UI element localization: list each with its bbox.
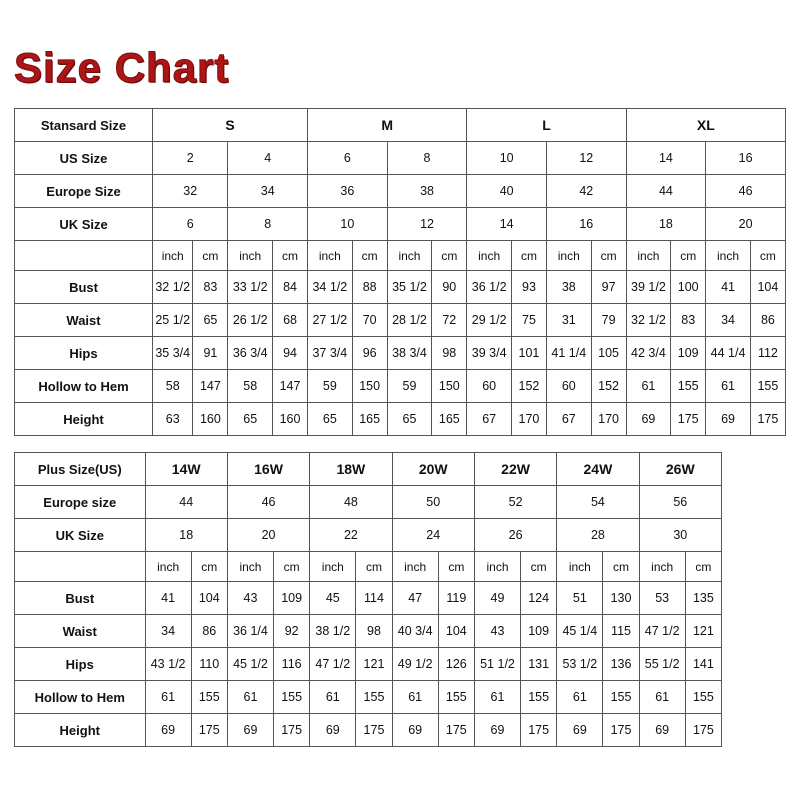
- plus-unit-cell: cm: [274, 552, 310, 582]
- plus-measure-value: 121: [685, 615, 721, 648]
- standard-measure-value: 79: [591, 304, 626, 337]
- plus-corner-label: Plus Size(US): [15, 453, 146, 486]
- standard-size-value: 2: [153, 142, 228, 175]
- standard-measure-value: 170: [591, 403, 626, 436]
- plus-size-value: 26: [474, 519, 556, 552]
- standard-unit-cell: inch: [228, 241, 273, 271]
- standard-measure-value: 65: [228, 403, 273, 436]
- plus-measure-value: 43 1/2: [145, 648, 191, 681]
- plus-row-label: Waist: [15, 615, 146, 648]
- plus-group-header: 22W: [474, 453, 556, 486]
- plus-measure-value: 175: [438, 714, 474, 747]
- standard-measure-value: 60: [546, 370, 591, 403]
- plus-size-value: 50: [392, 486, 474, 519]
- plus-unit-cell: inch: [557, 552, 603, 582]
- plus-measure-value: 41: [145, 582, 191, 615]
- standard-size-value: 44: [626, 175, 706, 208]
- standard-corner-label: Stansard Size: [15, 109, 153, 142]
- standard-size-value: 14: [626, 142, 706, 175]
- plus-measure-value: 47: [392, 582, 438, 615]
- plus-measure-row: [15, 681, 722, 714]
- plus-group-header: 20W: [392, 453, 474, 486]
- standard-measure-value: 70: [352, 304, 387, 337]
- plus-measure-value: 175: [191, 714, 227, 747]
- plus-measure-value: 130: [603, 582, 639, 615]
- standard-measure-value: 34 1/2: [308, 271, 353, 304]
- standard-unit-cell: cm: [193, 241, 228, 271]
- plus-measure-value: 69: [557, 714, 603, 747]
- standard-measure-value: 28 1/2: [387, 304, 432, 337]
- standard-size-value: 16: [706, 142, 786, 175]
- standard-measure-value: 39 3/4: [467, 337, 512, 370]
- standard-group-header: M: [308, 109, 467, 142]
- standard-size-row: [15, 175, 786, 208]
- standard-measure-value: 101: [511, 337, 546, 370]
- standard-row-label: Height: [15, 403, 153, 436]
- standard-measure-value: 26 1/2: [228, 304, 273, 337]
- plus-measure-value: 43: [227, 582, 273, 615]
- standard-unit-cell: inch: [308, 241, 353, 271]
- plus-measure-value: 155: [274, 681, 310, 714]
- page-title: Size Chart: [14, 44, 230, 91]
- plus-unit-cell: cm: [603, 552, 639, 582]
- plus-measure-value: 45: [310, 582, 356, 615]
- standard-size-value: 34: [228, 175, 308, 208]
- standard-measure-value: 155: [750, 370, 785, 403]
- plus-measure-value: 45 1/4: [557, 615, 603, 648]
- standard-unit-cell: cm: [750, 241, 785, 271]
- plus-measure-value: 49 1/2: [392, 648, 438, 681]
- standard-size-value: 12: [546, 142, 626, 175]
- standard-size-value: 14: [467, 208, 547, 241]
- plus-measure-value: 119: [438, 582, 474, 615]
- plus-size-row: [15, 519, 722, 552]
- plus-measure-value: 175: [356, 714, 392, 747]
- standard-measure-value: 69: [706, 403, 751, 436]
- standard-unit-row-blank: [15, 241, 153, 271]
- plus-group-header: 24W: [557, 453, 639, 486]
- plus-measure-value: 49: [474, 582, 520, 615]
- standard-group-header: XL: [626, 109, 785, 142]
- plus-size-value: 30: [639, 519, 721, 552]
- plus-group-header: 16W: [227, 453, 309, 486]
- plus-measure-value: 34: [145, 615, 191, 648]
- plus-measure-value: 53 1/2: [557, 648, 603, 681]
- standard-unit-cell: inch: [626, 241, 671, 271]
- standard-measure-value: 65: [387, 403, 432, 436]
- plus-measure-row: [15, 714, 722, 747]
- plus-measure-value: 115: [603, 615, 639, 648]
- standard-measure-row: [15, 403, 786, 436]
- plus-measure-value: 155: [191, 681, 227, 714]
- standard-measure-value: 160: [273, 403, 308, 436]
- standard-unit-cell: inch: [387, 241, 432, 271]
- plus-unit-cell: inch: [639, 552, 685, 582]
- plus-unit-cell: cm: [521, 552, 557, 582]
- standard-measure-value: 150: [432, 370, 467, 403]
- standard-measure-value: 63: [153, 403, 193, 436]
- plus-measure-value: 114: [356, 582, 392, 615]
- plus-unit-cell: inch: [474, 552, 520, 582]
- plus-measure-value: 40 3/4: [392, 615, 438, 648]
- plus-measure-value: 155: [685, 681, 721, 714]
- plus-unit-cell: cm: [356, 552, 392, 582]
- plus-measure-value: 53: [639, 582, 685, 615]
- plus-row-label: Hips: [15, 648, 146, 681]
- plus-size-value: 44: [145, 486, 227, 519]
- plus-measure-value: 175: [274, 714, 310, 747]
- plus-size-value: 20: [227, 519, 309, 552]
- standard-measure-value: 69: [626, 403, 671, 436]
- standard-row-label: Hollow to Hem: [15, 370, 153, 403]
- plus-row-label: UK Size: [15, 519, 146, 552]
- standard-unit-cell: inch: [546, 241, 591, 271]
- plus-group-header: 18W: [310, 453, 392, 486]
- standard-measure-value: 58: [228, 370, 273, 403]
- plus-measure-value: 61: [557, 681, 603, 714]
- standard-measure-value: 152: [591, 370, 626, 403]
- plus-measure-value: 69: [310, 714, 356, 747]
- plus-measure-value: 175: [521, 714, 557, 747]
- standard-measure-row: [15, 337, 786, 370]
- plus-measure-value: 69: [639, 714, 685, 747]
- plus-measure-value: 155: [356, 681, 392, 714]
- standard-size-value: 10: [308, 208, 388, 241]
- standard-unit-cell: cm: [273, 241, 308, 271]
- standard-size-value: 40: [467, 175, 547, 208]
- standard-measure-value: 61: [706, 370, 751, 403]
- plus-measure-value: 45 1/2: [227, 648, 273, 681]
- plus-measure-value: 109: [274, 582, 310, 615]
- standard-size-value: 36: [308, 175, 388, 208]
- standard-size-value: 20: [706, 208, 786, 241]
- plus-row-label: Height: [15, 714, 146, 747]
- plus-unit-cell: cm: [685, 552, 721, 582]
- standard-unit-cell: cm: [511, 241, 546, 271]
- standard-size-table: [14, 108, 786, 436]
- standard-unit-cell: inch: [467, 241, 512, 271]
- standard-measure-value: 39 1/2: [626, 271, 671, 304]
- standard-measure-value: 94: [273, 337, 308, 370]
- standard-size-value: 6: [153, 208, 228, 241]
- plus-row-label: Europe size: [15, 486, 146, 519]
- standard-measure-value: 88: [352, 271, 387, 304]
- plus-size-value: 48: [310, 486, 392, 519]
- plus-unit-row: [15, 552, 722, 582]
- plus-unit-cell: inch: [392, 552, 438, 582]
- standard-size-value: 8: [228, 208, 308, 241]
- standard-unit-cell: inch: [706, 241, 751, 271]
- standard-measure-value: 170: [511, 403, 546, 436]
- standard-measure-value: 32 1/2: [626, 304, 671, 337]
- standard-header-row: [15, 109, 786, 142]
- plus-unit-cell: inch: [145, 552, 191, 582]
- standard-measure-value: 41 1/4: [546, 337, 591, 370]
- standard-measure-value: 109: [671, 337, 706, 370]
- standard-unit-cell: cm: [432, 241, 467, 271]
- standard-measure-value: 147: [273, 370, 308, 403]
- plus-measure-value: 69: [227, 714, 273, 747]
- standard-size-value: 12: [387, 208, 467, 241]
- plus-size-value: 54: [557, 486, 639, 519]
- plus-measure-row: [15, 648, 722, 681]
- plus-measure-value: 69: [392, 714, 438, 747]
- plus-measure-value: 110: [191, 648, 227, 681]
- standard-unit-row: [15, 241, 786, 271]
- standard-group-header: S: [153, 109, 308, 142]
- standard-measure-value: 36 3/4: [228, 337, 273, 370]
- standard-measure-value: 60: [467, 370, 512, 403]
- plus-measure-value: 98: [356, 615, 392, 648]
- plus-measure-row: [15, 582, 722, 615]
- plus-measure-value: 61: [639, 681, 685, 714]
- standard-size-row: [15, 142, 786, 175]
- standard-size-value: 46: [706, 175, 786, 208]
- standard-unit-cell: cm: [352, 241, 387, 271]
- standard-measure-value: 29 1/2: [467, 304, 512, 337]
- plus-measure-value: 47 1/2: [310, 648, 356, 681]
- plus-unit-cell: inch: [310, 552, 356, 582]
- standard-measure-value: 96: [352, 337, 387, 370]
- standard-measure-value: 112: [750, 337, 785, 370]
- standard-measure-value: 91: [193, 337, 228, 370]
- plus-measure-value: 86: [191, 615, 227, 648]
- standard-measure-value: 65: [308, 403, 353, 436]
- plus-unit-cell: cm: [191, 552, 227, 582]
- standard-measure-value: 34: [706, 304, 751, 337]
- plus-header-row: [15, 453, 722, 486]
- plus-measure-value: 121: [356, 648, 392, 681]
- plus-measure-value: 131: [521, 648, 557, 681]
- plus-group-header: 14W: [145, 453, 227, 486]
- plus-measure-value: 109: [521, 615, 557, 648]
- plus-row-label: Bust: [15, 582, 146, 615]
- standard-measure-value: 147: [193, 370, 228, 403]
- standard-row-label: US Size: [15, 142, 153, 175]
- standard-measure-value: 35 3/4: [153, 337, 193, 370]
- plus-measure-value: 104: [438, 615, 474, 648]
- standard-measure-value: 90: [432, 271, 467, 304]
- standard-measure-value: 31: [546, 304, 591, 337]
- plus-measure-value: 69: [145, 714, 191, 747]
- plus-measure-value: 104: [191, 582, 227, 615]
- standard-unit-cell: inch: [153, 241, 193, 271]
- plus-size-row: [15, 486, 722, 519]
- standard-unit-cell: cm: [671, 241, 706, 271]
- standard-measure-value: 61: [626, 370, 671, 403]
- standard-measure-value: 75: [511, 304, 546, 337]
- plus-measure-value: 61: [474, 681, 520, 714]
- standard-measure-row: [15, 370, 786, 403]
- standard-size-row: [15, 208, 786, 241]
- standard-measure-value: 25 1/2: [153, 304, 193, 337]
- standard-measure-value: 44 1/4: [706, 337, 751, 370]
- standard-measure-value: 65: [193, 304, 228, 337]
- standard-measure-row: [15, 304, 786, 337]
- standard-measure-value: 68: [273, 304, 308, 337]
- standard-measure-value: 100: [671, 271, 706, 304]
- plus-measure-value: 61: [145, 681, 191, 714]
- plus-measure-value: 61: [227, 681, 273, 714]
- plus-group-header: 26W: [639, 453, 721, 486]
- standard-size-value: 18: [626, 208, 706, 241]
- standard-measure-value: 32 1/2: [153, 271, 193, 304]
- standard-measure-value: 83: [671, 304, 706, 337]
- standard-measure-value: 175: [750, 403, 785, 436]
- standard-size-value: 6: [308, 142, 388, 175]
- standard-measure-value: 27 1/2: [308, 304, 353, 337]
- standard-row-label: Bust: [15, 271, 153, 304]
- plus-measure-value: 135: [685, 582, 721, 615]
- standard-measure-value: 41: [706, 271, 751, 304]
- standard-measure-value: 150: [352, 370, 387, 403]
- plus-measure-value: 126: [438, 648, 474, 681]
- plus-measure-value: 155: [521, 681, 557, 714]
- plus-measure-value: 116: [274, 648, 310, 681]
- plus-measure-value: 136: [603, 648, 639, 681]
- standard-measure-row: [15, 271, 786, 304]
- plus-measure-value: 92: [274, 615, 310, 648]
- plus-measure-value: 141: [685, 648, 721, 681]
- plus-size-value: 28: [557, 519, 639, 552]
- standard-measure-value: 72: [432, 304, 467, 337]
- standard-measure-value: 38: [546, 271, 591, 304]
- standard-measure-value: 37 3/4: [308, 337, 353, 370]
- plus-row-label: Hollow to Hem: [15, 681, 146, 714]
- standard-measure-value: 83: [193, 271, 228, 304]
- plus-measure-value: 61: [310, 681, 356, 714]
- standard-measure-value: 42 3/4: [626, 337, 671, 370]
- plus-measure-value: 175: [685, 714, 721, 747]
- standard-unit-cell: cm: [591, 241, 626, 271]
- standard-measure-value: 165: [352, 403, 387, 436]
- plus-measure-value: 155: [603, 681, 639, 714]
- standard-row-label: Hips: [15, 337, 153, 370]
- standard-measure-value: 67: [546, 403, 591, 436]
- standard-row-label: UK Size: [15, 208, 153, 241]
- standard-size-value: 38: [387, 175, 467, 208]
- standard-size-value: 42: [546, 175, 626, 208]
- plus-measure-value: 69: [474, 714, 520, 747]
- plus-measure-value: 47 1/2: [639, 615, 685, 648]
- plus-measure-value: 51: [557, 582, 603, 615]
- standard-measure-value: 98: [432, 337, 467, 370]
- standard-size-value: 16: [546, 208, 626, 241]
- standard-measure-value: 152: [511, 370, 546, 403]
- standard-group-header: L: [467, 109, 626, 142]
- plus-unit-row-blank: [15, 552, 146, 582]
- plus-size-value: 56: [639, 486, 721, 519]
- plus-measure-value: 175: [603, 714, 639, 747]
- standard-measure-value: 67: [467, 403, 512, 436]
- plus-measure-value: 43: [474, 615, 520, 648]
- plus-measure-value: 55 1/2: [639, 648, 685, 681]
- plus-measure-value: 61: [392, 681, 438, 714]
- standard-row-label: Europe Size: [15, 175, 153, 208]
- standard-size-value: 10: [467, 142, 547, 175]
- plus-size-value: 24: [392, 519, 474, 552]
- standard-measure-value: 36 1/2: [467, 271, 512, 304]
- standard-measure-value: 93: [511, 271, 546, 304]
- standard-measure-value: 58: [153, 370, 193, 403]
- plus-measure-row: [15, 615, 722, 648]
- standard-measure-value: 104: [750, 271, 785, 304]
- standard-size-value: 4: [228, 142, 308, 175]
- standard-measure-value: 33 1/2: [228, 271, 273, 304]
- standard-measure-value: 160: [193, 403, 228, 436]
- standard-measure-value: 155: [671, 370, 706, 403]
- standard-measure-value: 59: [308, 370, 353, 403]
- plus-measure-value: 155: [438, 681, 474, 714]
- plus-size-value: 52: [474, 486, 556, 519]
- plus-measure-value: 51 1/2: [474, 648, 520, 681]
- plus-unit-cell: cm: [438, 552, 474, 582]
- standard-measure-value: 175: [671, 403, 706, 436]
- plus-size-value: 46: [227, 486, 309, 519]
- standard-measure-value: 86: [750, 304, 785, 337]
- plus-size-value: 22: [310, 519, 392, 552]
- standard-row-label: Waist: [15, 304, 153, 337]
- standard-measure-value: 38 3/4: [387, 337, 432, 370]
- standard-size-value: 8: [387, 142, 467, 175]
- plus-size-value: 18: [145, 519, 227, 552]
- standard-measure-value: 97: [591, 271, 626, 304]
- standard-size-value: 32: [153, 175, 228, 208]
- standard-measure-value: 105: [591, 337, 626, 370]
- plus-measure-value: 36 1/4: [227, 615, 273, 648]
- plus-measure-value: 38 1/2: [310, 615, 356, 648]
- plus-measure-value: 124: [521, 582, 557, 615]
- standard-measure-value: 35 1/2: [387, 271, 432, 304]
- standard-measure-value: 59: [387, 370, 432, 403]
- plus-unit-cell: inch: [227, 552, 273, 582]
- standard-measure-value: 84: [273, 271, 308, 304]
- plus-size-table: [14, 452, 722, 747]
- standard-measure-value: 165: [432, 403, 467, 436]
